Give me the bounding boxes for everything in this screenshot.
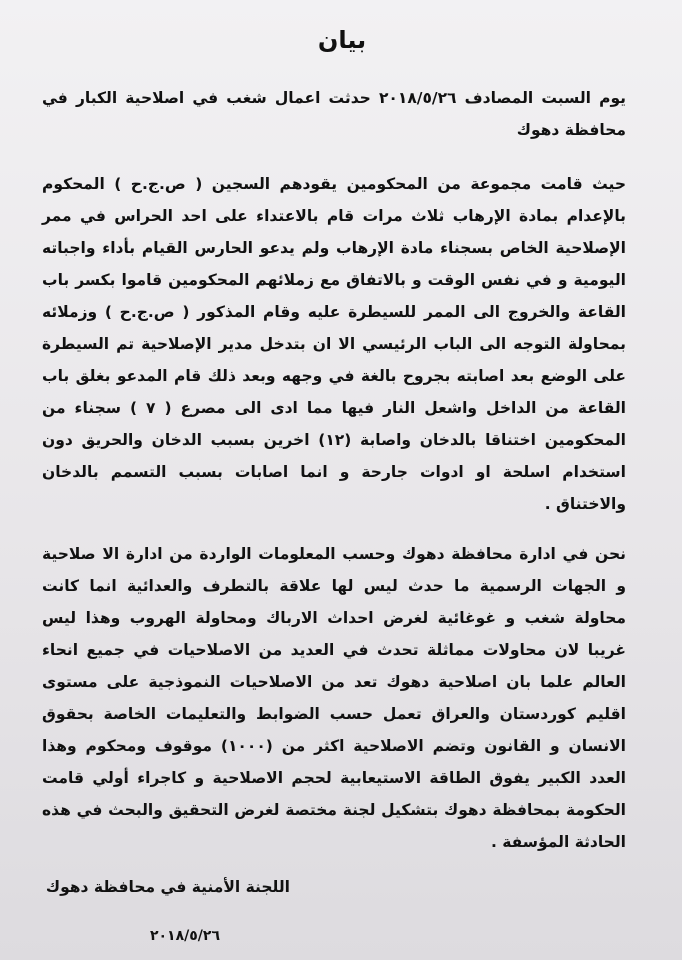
paragraph-intro: يوم السبت المصادف ٢٠١٨/٥/٢٦ حدثت اعمال شغب في اصلاحية الكبار في محافظة دهوك bbox=[42, 89, 626, 139]
paragraph-official-statement: نحن في ادارة محافظة دهوك وحسب المعلومات الواردة من ادارة الا صلاحية و الجهات الرسمية ما حدث ليس لها علاقة بالتطرف والعدائية انما كانت محاولة شغب و غوغائية لغرض احداث الارباك ومحاولة الهروب وهذا ليس غريبا لان محاولات مماثلة تحدث في العديد من الاصلاحيات في جميع انحاء العالم علما بان اصلاحية دهوك تعد من الاصلاحيات النموذجية على مستوى اقليم كوردستان والعراق تعمل حسب الضوابط والتعليمات الخاصة بحقوق الانسان و القانون وتضم الاصلاحية اكثر من (١٠٠٠) موقوف ومحكوم وهذا العدد الكبير يفوق الطاقة الاستيعابية لحجم الاصلاحية و كاجراء أولي قامت الحكومة بمحافظة دهوك بتشكيل لجنة مختصة لغرض التحقيق والبحث في هذه الحادثة المؤسفة . bbox=[42, 545, 626, 851]
document-body bbox=[42, 24, 642, 858]
signature-committee: اللجنة الأمنية في محافظة دهوك bbox=[45, 878, 290, 896]
paragraph-incident-details: حيث قامت مجموعة من المحكومين يقودهم السجين ( ص.ج.ح ) المحكوم بالإعدام بمادة الإرهاب ثلاث مرات قام بالاعتداء على احد الحراس في ممر الإصلاحية الخاص بسجناء مادة الإرهاب ولم يدعو الحارس القيام بأداء واجباته اليومية و في نفس الوقت و بالاتفاق مع زملائهم المحكومين قاموا بكسر باب القاعة والخروج الى الممر للسيطرة عليه وقام المذكور ( ص.ج.ح ) وزملائه بمحاولة التوجه الى الباب الرئيسي الا ان بتدخل مدير الإصلاحية تم السيطرة على الوضع بعد اصابته بجروح بالغة في وجهه وبعد ذلك قام المدعو بغلق باب القاعة من الداخل واشعل النار فيها مما ادى الى مصرع ( ٧ ) سجناء من المحكومين اختناقا بالدخان واصابة (١٢) اخرين بسبب الدخان والحريق دون استخدام اسلحة او ادوات جارحة و انما اصابات بسبب التسمم بالدخان والاختناق . bbox=[42, 175, 626, 513]
document-title: بيان bbox=[317, 26, 367, 54]
signature-date: ٢٠١٨/٥/٢٦ bbox=[149, 928, 220, 944]
